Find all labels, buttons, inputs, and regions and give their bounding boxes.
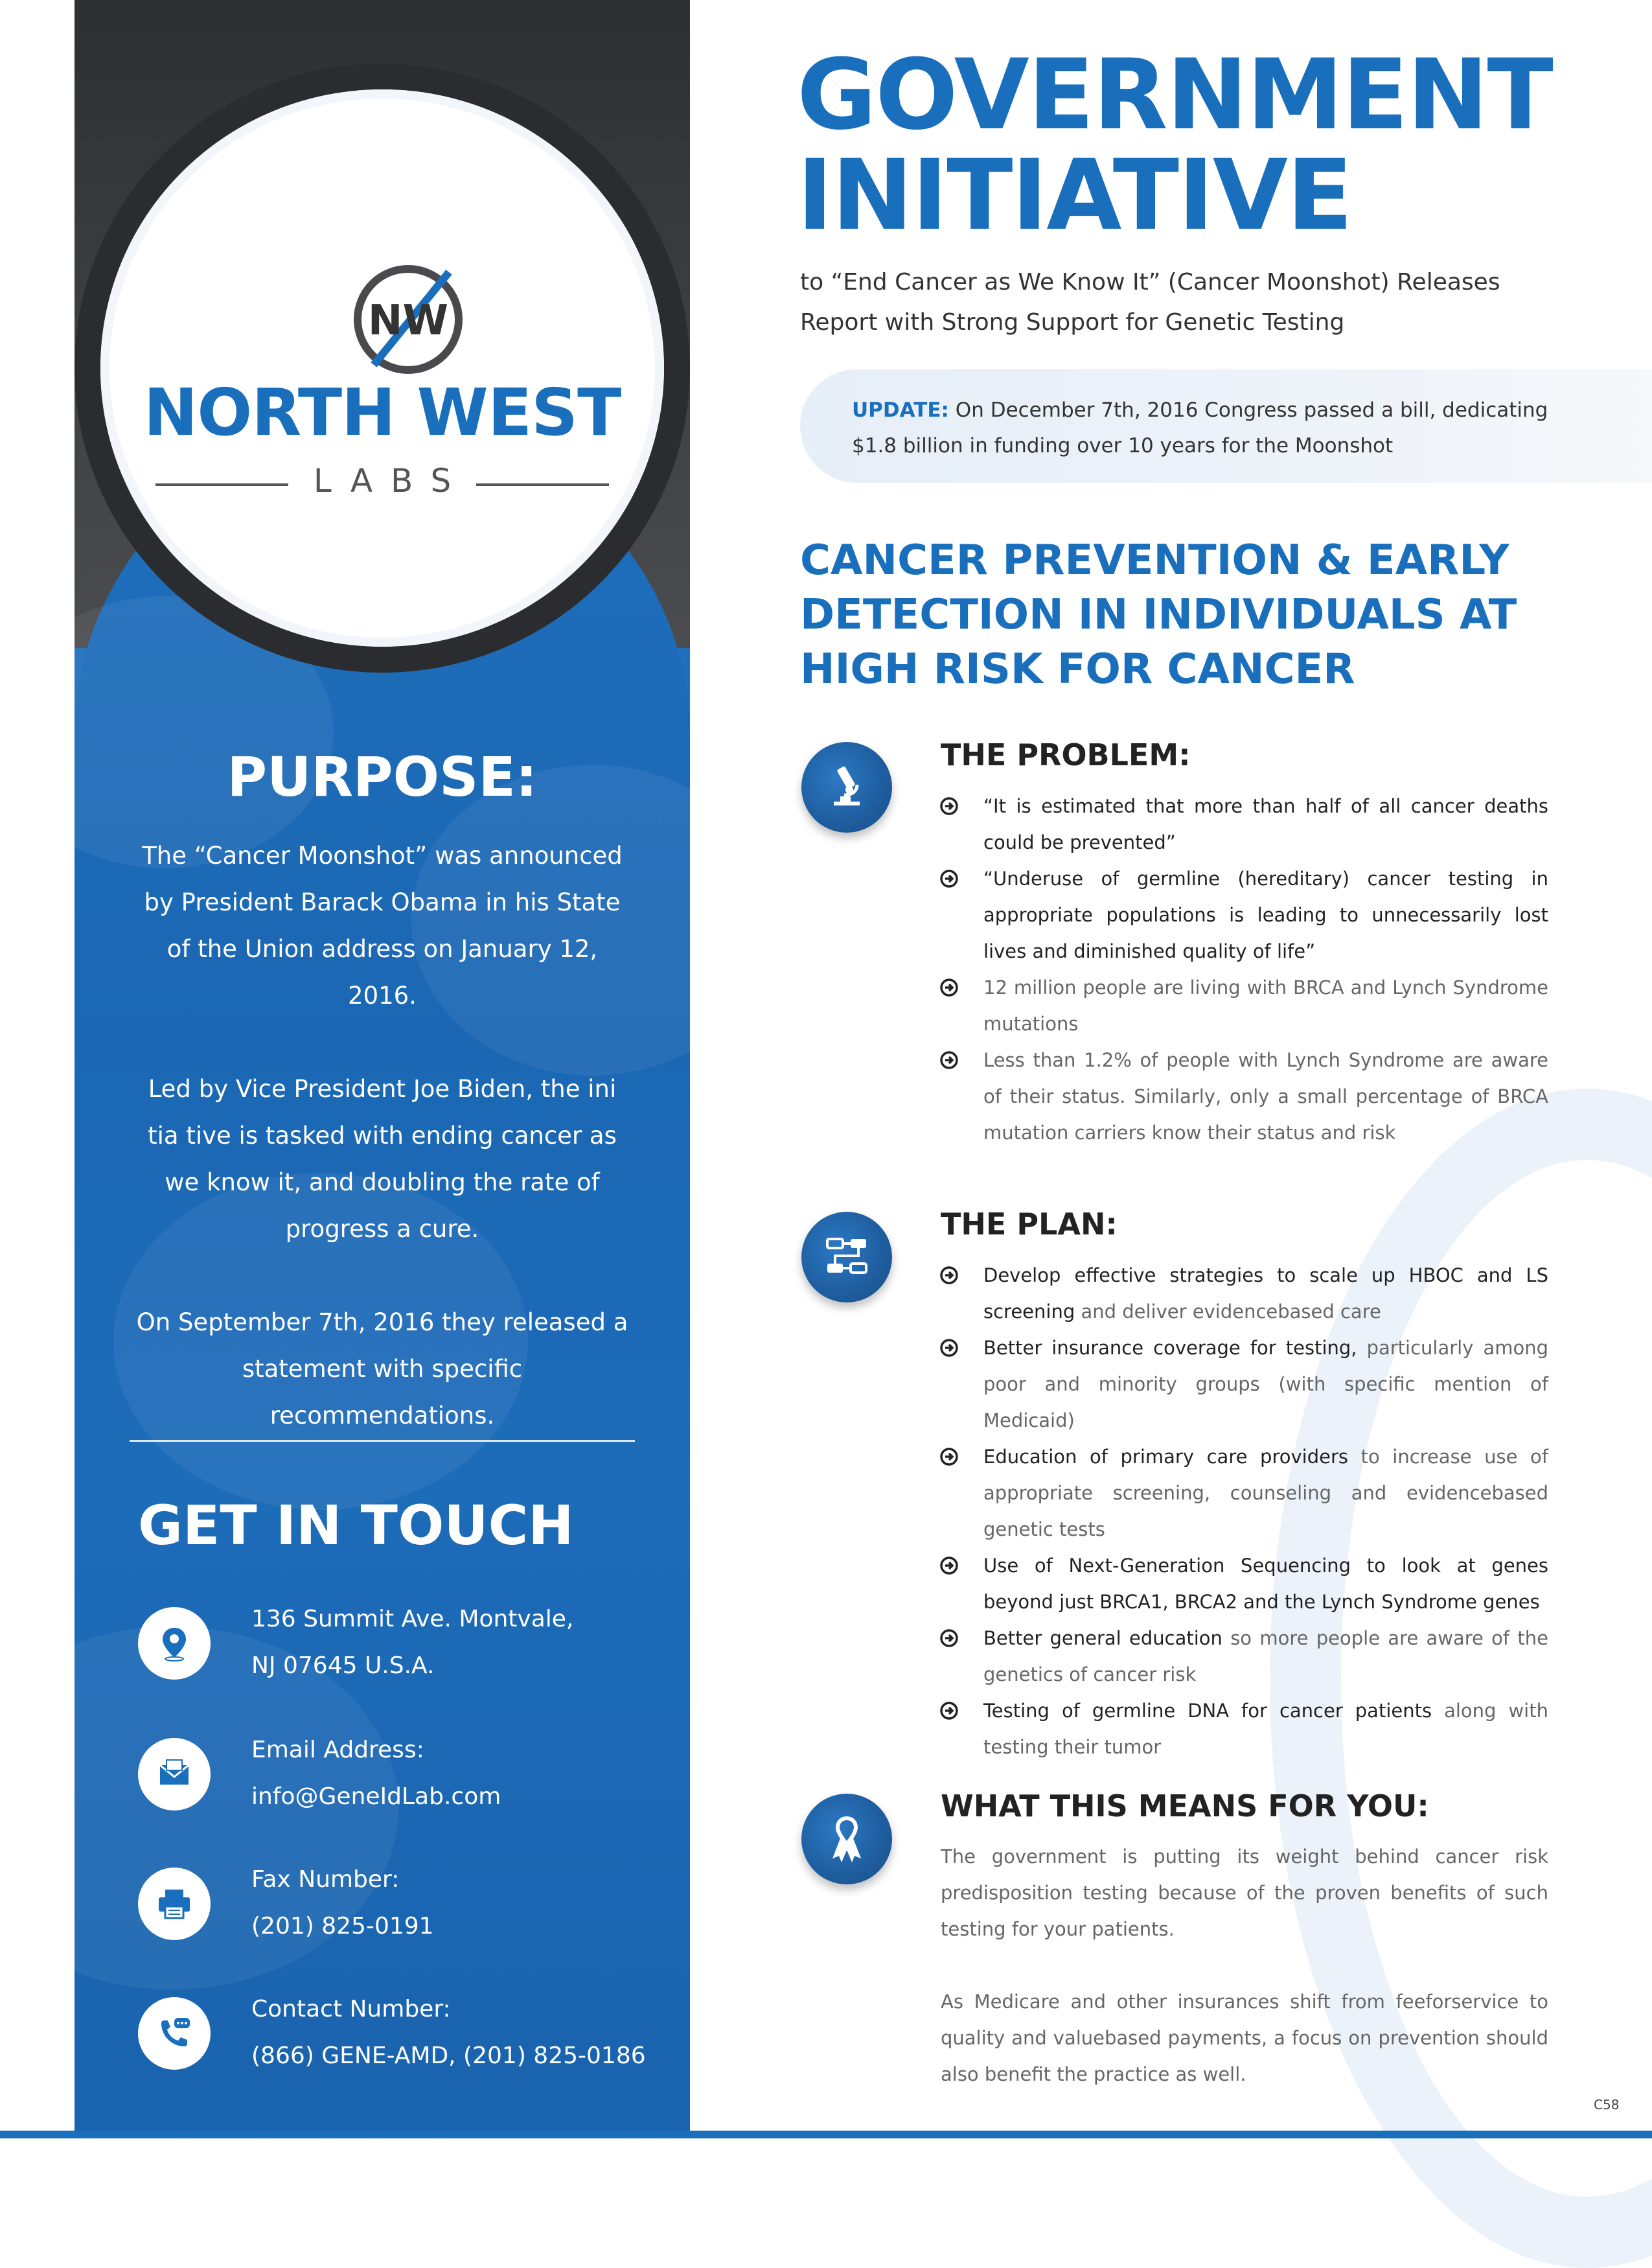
list-item: Better general education so more people are aware of the genetics of cancer risk [939, 1620, 1548, 1693]
title-line-2: INITIATIVE [797, 139, 1352, 252]
purpose-title: PURPOSE: [227, 745, 538, 809]
arrow-circle-icon [939, 1266, 959, 1285]
arrow-circle-icon [939, 869, 959, 888]
contact-email [138, 1738, 669, 1822]
logo-badge [75, 64, 690, 647]
list-item: “It is estimated that more than half of all cancer deaths could be prevented” [939, 788, 1548, 861]
logo-monogram-icon [347, 258, 470, 381]
contact-phone [138, 1997, 669, 2081]
logo-sub: LABS [313, 462, 470, 500]
microscope-icon [801, 742, 892, 833]
email-address[interactable]: info@GeneIdLab.com [251, 1783, 501, 1810]
means-text [941, 1838, 1548, 2129]
purpose-paragraph: Led by Vice President Joe Biden, the ini tia tive is tasked with ending cancer as we know it, and doubling the rate of progress a cure. [148, 1075, 617, 1243]
arrow-circle-icon [939, 1050, 959, 1070]
flowchart-icon [801, 1212, 892, 1302]
contact-address [138, 1607, 669, 1691]
svg-text:NW: NW [367, 297, 449, 345]
arrow-circle-icon [939, 1628, 959, 1648]
page-title [797, 39, 1574, 252]
purpose-paragraph: On September 7th, 2016 they released a statement with specific recommendations. [136, 1308, 628, 1429]
arrow-circle-icon [939, 796, 959, 816]
bottom-bar [0, 2131, 1652, 2138]
arrow-circle-icon [939, 1556, 959, 1575]
logo-sub-row [155, 462, 609, 507]
fax-icon [138, 1868, 211, 1940]
list-item: Better insurance coverage for testing, particularly among poor and minority groups (with specific mention of Medicaid) [939, 1330, 1548, 1439]
problem-title: THE PROBLEM: [941, 737, 1191, 772]
list-item: 12 million people are living with BRCA and Lynch Syndrome mutations [939, 969, 1548, 1042]
address-line-1: 136 Summit Ave. Montvale, [251, 1606, 574, 1632]
location-pin-icon [138, 1607, 211, 1680]
update-callout [800, 369, 1652, 483]
plan-list [939, 1257, 1548, 1765]
sidebar-divider [130, 1440, 635, 1442]
list-item: Education of primary care providers to increase use of appropriate screening, counseling and evidencebased genetic tests [939, 1439, 1548, 1547]
section-title: CANCER PREVENTION & EARLY DETECTION IN INDIVIDUALS AT HIGH RISK FOR CANCER [800, 537, 1517, 693]
page-code: C58 [1594, 2097, 1620, 2112]
purpose-paragraph: The “Cancer Moonshot” was announced by President Barack Obama in his State of the Union address on January 12, 2016. [142, 842, 623, 1010]
phone-numbers[interactable]: (866) GENE-AMD, (201) 825-0186 [251, 2042, 646, 2069]
logo-name: NORTH WEST [143, 375, 621, 450]
get-in-touch-title: GET IN TOUCH [138, 1494, 574, 1557]
page-subtitle: to “End Cancer as We Know It” (Cancer Moonshot) Releases Report with Strong Support for Genetic Testing [800, 269, 1500, 336]
means-paragraph: The government is putting its weight behind cancer risk predisposition testing because of the proven benefits of such testing for your patients. [941, 1846, 1548, 1940]
list-item: Less than 1.2% of people with Lynch Syndrome are aware of their status. Similarly, only a small percentage of BRCA mutation carriers know their status and risk [939, 1042, 1548, 1151]
contact-fax [138, 1868, 669, 1952]
update-label: UPDATE: [852, 399, 949, 422]
arrow-circle-icon [939, 1447, 959, 1466]
list-item: Develop effective strategies to scale up HBOC and LS screening and deliver evidencebased care [939, 1257, 1548, 1330]
plan-title: THE PLAN: [941, 1207, 1118, 1242]
arrow-circle-icon [939, 1338, 959, 1358]
problem-list [939, 788, 1548, 1151]
arrow-circle-icon [939, 978, 959, 997]
left-sidebar [75, 0, 690, 2138]
phone-chat-icon [138, 1997, 211, 2070]
email-label: Email Address: [251, 1737, 424, 1763]
list-item: “Underuse of germline (hereditary) cancer testing in appropriate populations is leading to unnecessarily lost lives and diminished quality of life” [939, 861, 1548, 969]
fax-label: Fax Number: [251, 1866, 400, 1893]
means-title: WHAT THIS MEANS FOR YOU: [941, 1788, 1429, 1823]
envelope-icon [138, 1738, 211, 1811]
arrow-circle-icon [939, 1701, 959, 1720]
fax-number: (201) 825-0191 [251, 1913, 434, 1939]
means-paragraph: As Medicare and other insurances shift from feeforservice to quality and valuebased payments, a focus on prevention should also benefit the practice as well. [941, 1991, 1548, 2085]
list-item: Testing of germline DNA for cancer patients along with testing their tumor [939, 1693, 1548, 1765]
address-line-2: NJ 07645 U.S.A. [251, 1652, 435, 1679]
phone-label: Contact Number: [251, 1996, 451, 2022]
update-text [852, 393, 1584, 464]
title-line-1: GOVERNMENT [797, 39, 1552, 152]
update-body: On December 7th, 2016 Congress passed a bill, dedicating $1.8 billion in funding over 10 years for the Moonshot [852, 399, 1548, 457]
ribbon-icon [801, 1794, 892, 1884]
list-item: Use of Next-Generation Sequencing to look at genes beyond just BRCA1, BRCA2 and the Lynch Syndrome genes [939, 1547, 1548, 1620]
purpose-text [133, 833, 632, 1486]
